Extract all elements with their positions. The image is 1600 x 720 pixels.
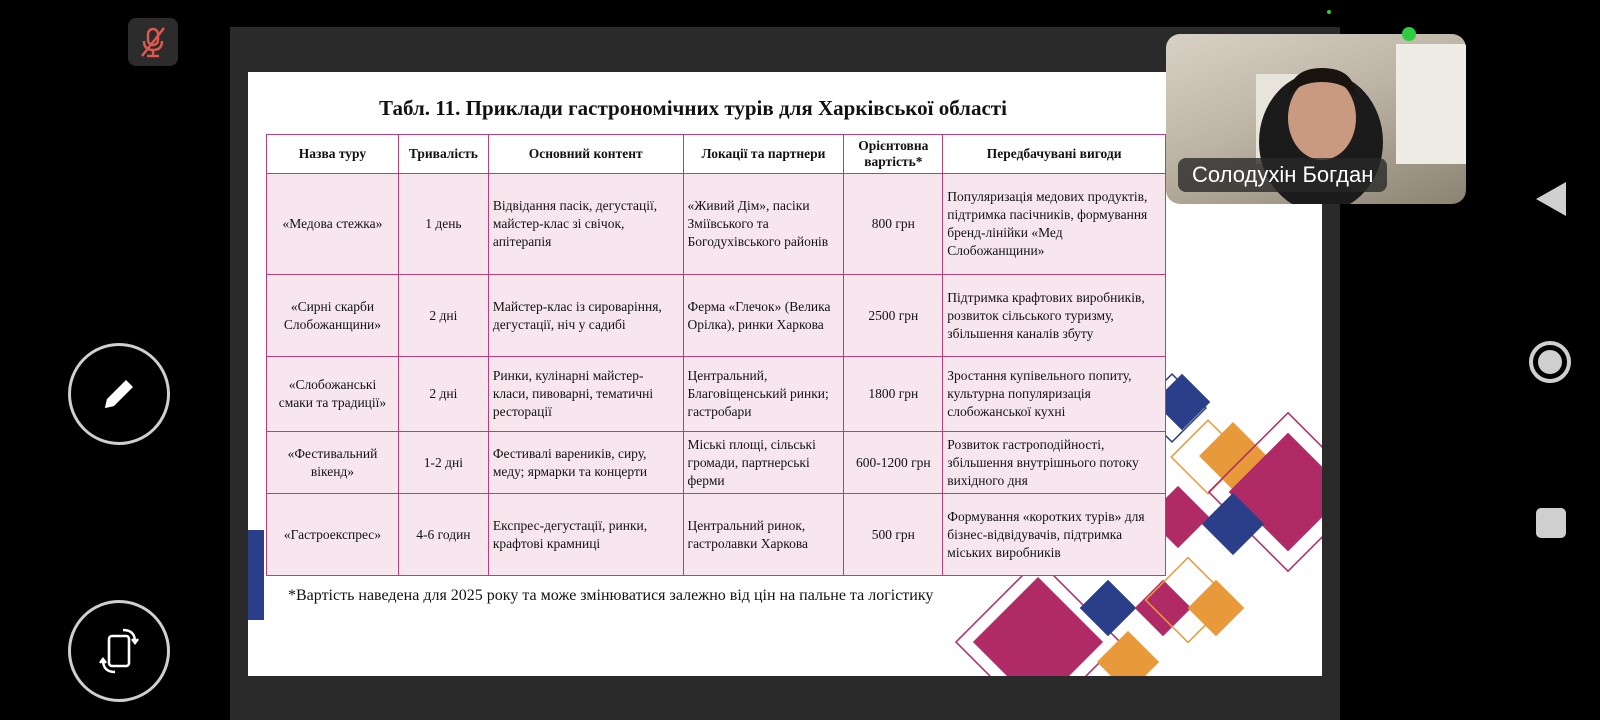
header-cell: Назва туру — [267, 135, 399, 174]
tour-price: 800 грн — [844, 174, 943, 275]
pencil-icon — [97, 372, 141, 416]
tour-duration: 1-2 дні — [398, 432, 488, 494]
header-cell: Основний контент — [488, 135, 683, 174]
tour-benefits: Зростання купівельного попиту, культурна популяризація слобожанської кухні — [943, 357, 1166, 432]
mic-toggle-button[interactable] — [128, 18, 178, 66]
tour-price: 2500 грн — [844, 275, 943, 357]
table-row — [267, 275, 1166, 357]
slide-accent-bar — [248, 530, 264, 620]
table-row — [267, 357, 1166, 432]
tour-locations: Міські площі, сільські громади, партнерські ферми — [683, 432, 844, 494]
back-triangle-icon[interactable] — [1534, 180, 1568, 218]
tour-content: Експрес-дегустації, ринки, крафтові крамниці — [488, 494, 683, 576]
rotate-screen-button[interactable] — [68, 600, 170, 702]
tour-locations: Центральний ринок, гастролавки Харкова — [683, 494, 844, 576]
table-row — [267, 174, 1166, 275]
tour-name: «Фестивальний вікенд» — [267, 432, 399, 494]
recents-square-icon[interactable] — [1535, 507, 1567, 539]
header-cell: Передбачувані вигоди — [943, 135, 1166, 174]
tour-price: 1800 грн — [844, 357, 943, 432]
tour-locations: «Живий Дім», пасіки Зміївського та Богодухівського районів — [683, 174, 844, 275]
tour-duration: 2 дні — [398, 357, 488, 432]
tour-benefits: Розвиток гастроподійності, збільшення внутрішнього потоку вихідного дня — [943, 432, 1166, 494]
tour-duration: 2 дні — [398, 275, 488, 357]
tour-name: «Сирні скарби Слобожанщини» — [267, 275, 399, 357]
tour-name: «Слобожанські смаки та традиції» — [267, 357, 399, 432]
home-circle-icon[interactable] — [1527, 339, 1573, 385]
tour-content: Ринки, кулінарні майстер-класи, пивоварні, тематичні ресторації — [488, 357, 683, 432]
annotate-button[interactable] — [68, 343, 170, 445]
status-dot — [1327, 10, 1331, 14]
tour-locations: Ферма «Глечок» (Велика Орілка), ринки Харкова — [683, 275, 844, 357]
tour-name: «Медова стежка» — [267, 174, 399, 275]
rotate-screen-icon — [95, 626, 143, 676]
table-footnote: *Вартість наведена для 2025 року та може змінюватися залежно від цін на пальне та логістику — [288, 587, 934, 604]
tour-price: 500 грн — [844, 494, 943, 576]
tour-benefits: Підтримка крафтових виробників, розвиток сільського туризму, збільшення каналів збуту — [943, 275, 1166, 357]
tour-benefits: Популяризація медових продуктів, підтримка пасічників, формування бренд-лінійки «Мед Слобожанщини» — [943, 174, 1166, 275]
tour-duration: 1 день — [398, 174, 488, 275]
tour-content: Фестивалі вареників, сиру, меду; ярмарки та концерти — [488, 432, 683, 494]
tour-price: 600-1200 грн — [844, 432, 943, 494]
participant-video-tile[interactable] — [1166, 34, 1466, 204]
tour-locations: Центральний, Благовіщенський ринки; гастробари — [683, 357, 844, 432]
slide-title: Табл. 11. Приклади гастрономічних турів для Харківської області — [379, 96, 1007, 120]
tour-benefits: Формування «коротких турів» для бізнес-відвідувачів, підтримка міських виробників — [943, 494, 1166, 576]
tour-duration: 4-6 годин — [398, 494, 488, 576]
tour-content: Відвідання пасік, дегустації, майстер-клас зі свічок, апітерапія — [488, 174, 683, 275]
speaking-indicator — [1402, 27, 1416, 41]
mic-muted-icon — [138, 26, 168, 58]
header-cell: Орієнтовна вартість* — [844, 135, 943, 174]
header-cell: Локації та партнери — [683, 135, 844, 174]
table-row — [267, 432, 1166, 494]
table-row — [267, 494, 1166, 576]
table-header-row — [267, 135, 1166, 174]
participant-name: Солодухін Богдан — [1178, 158, 1387, 192]
header-cell: Тривалість — [398, 135, 488, 174]
tours-table — [266, 134, 1166, 576]
presentation-slide — [248, 72, 1322, 676]
tour-content: Майстер-клас із сироваріння, дегустації, ніч у садибі — [488, 275, 683, 357]
tour-name: «Гастроекспрес» — [267, 494, 399, 576]
